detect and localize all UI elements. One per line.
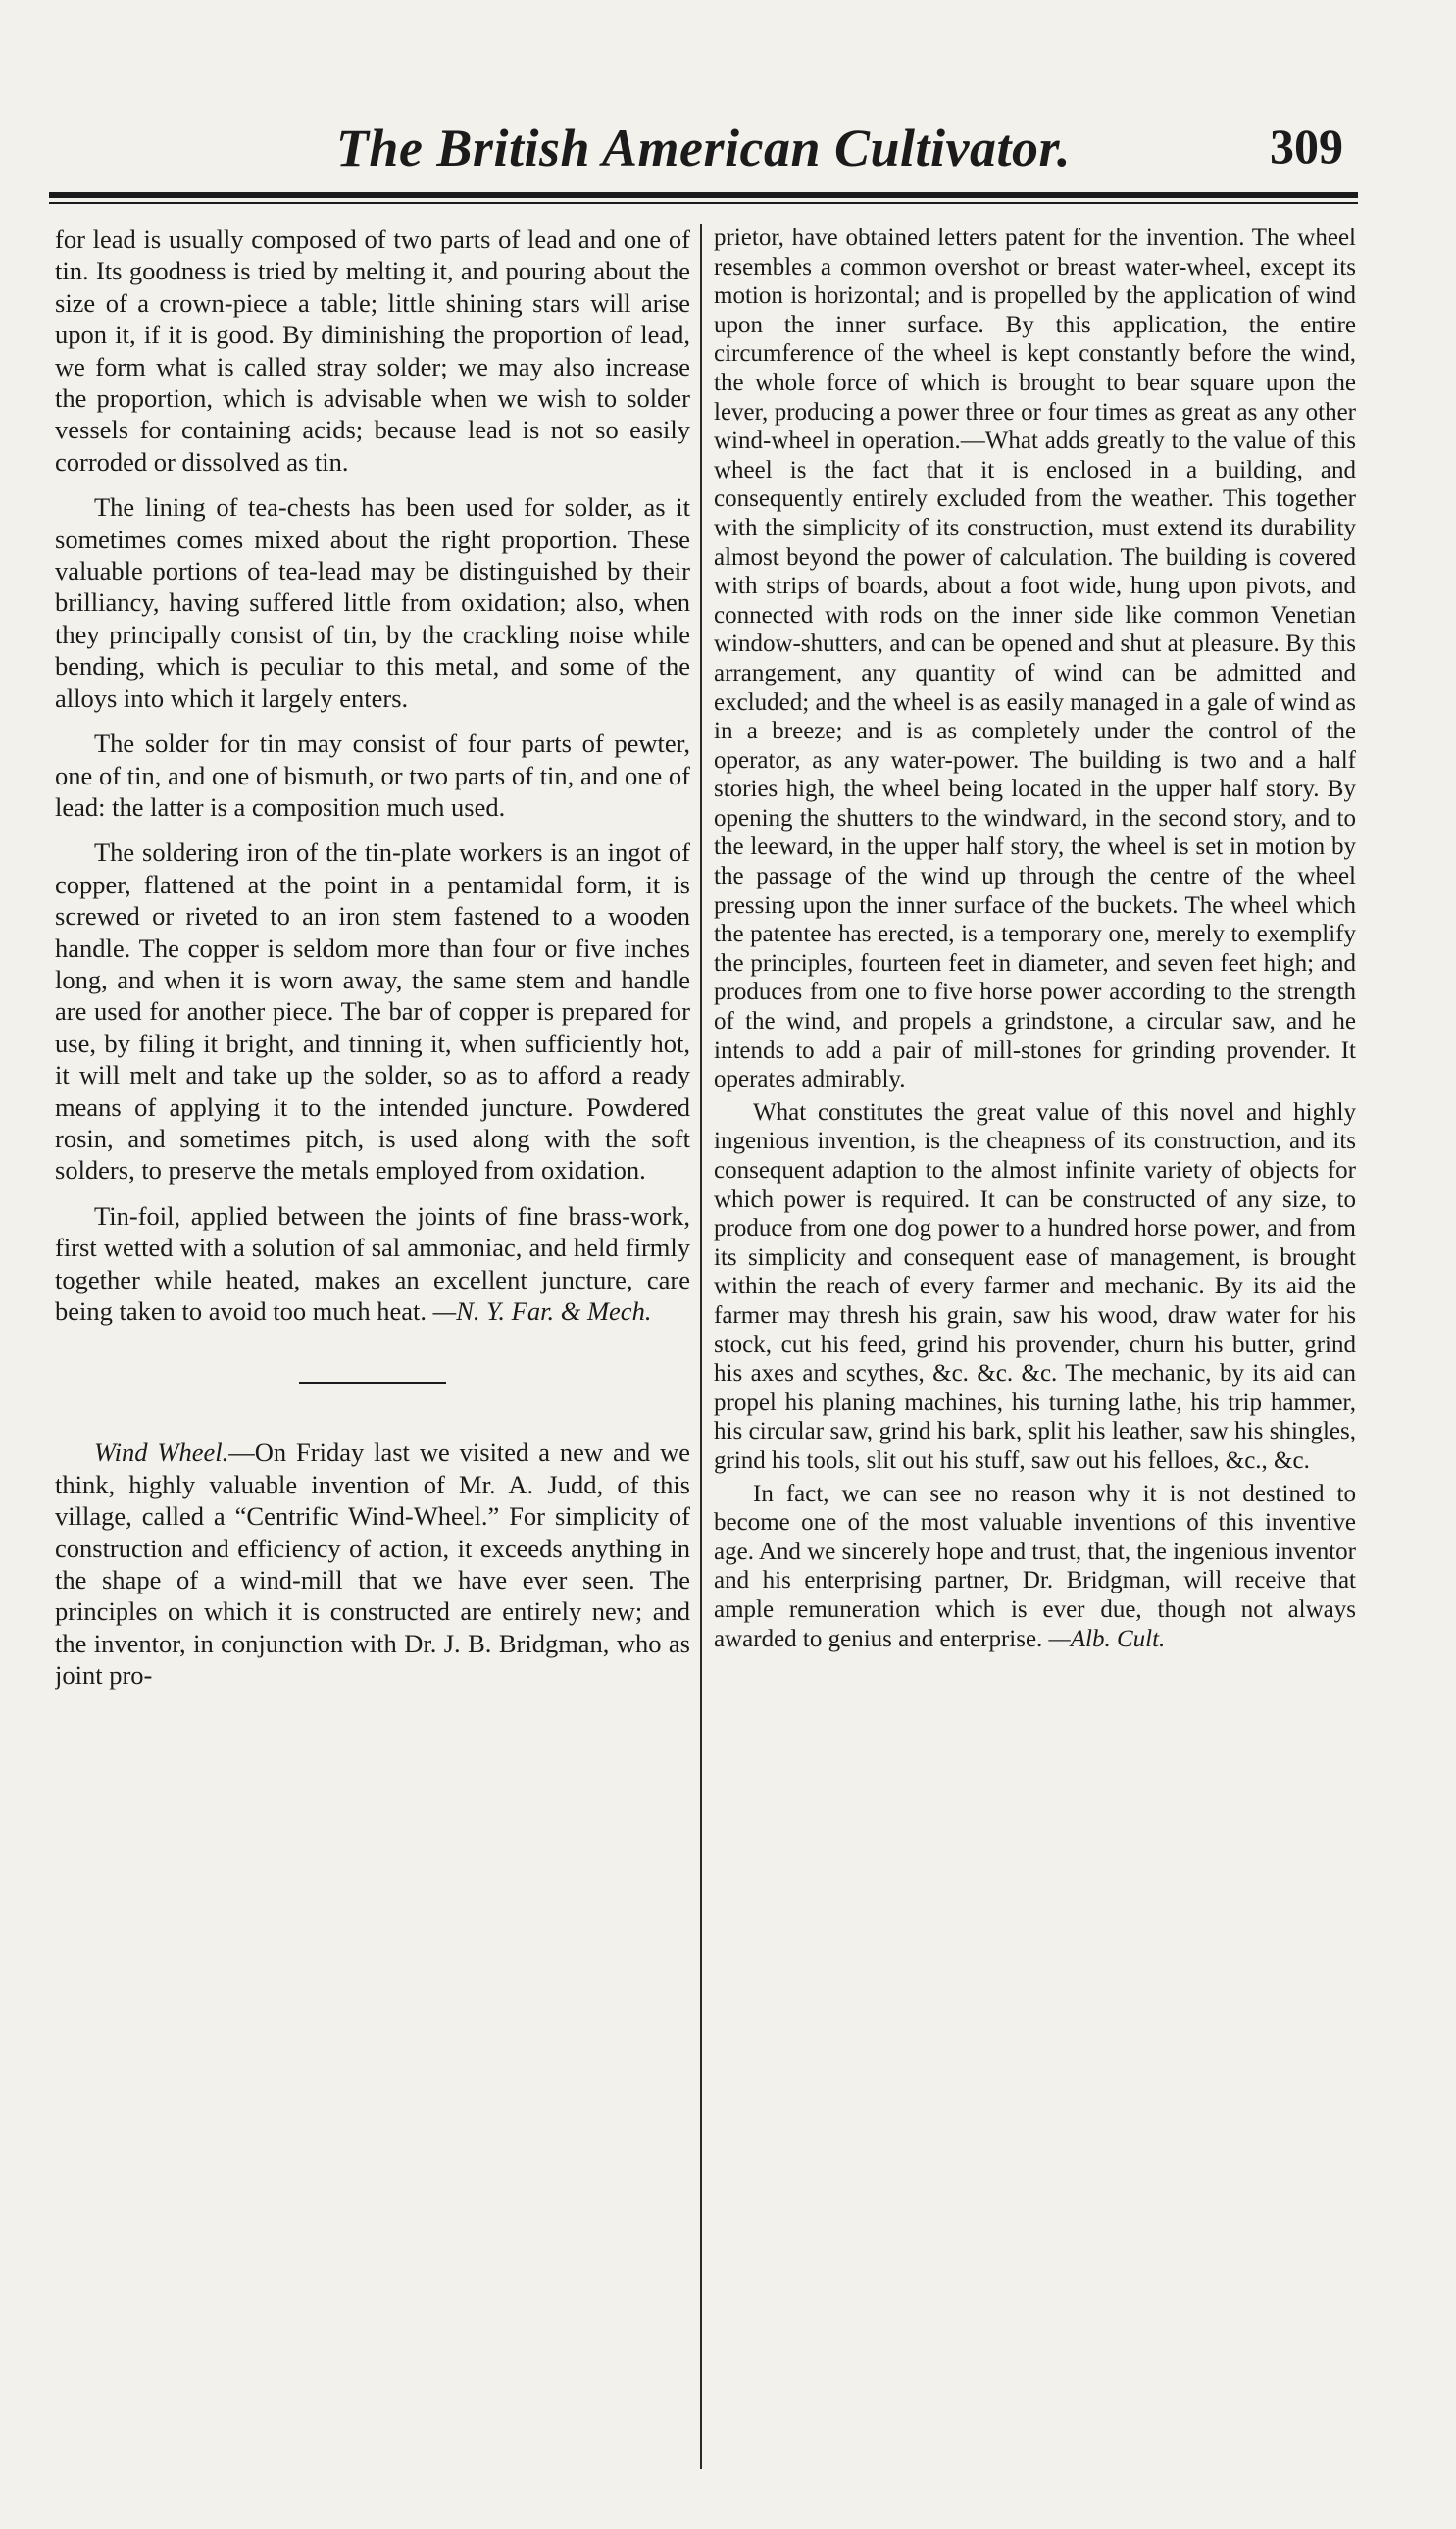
header-rule-thin	[49, 202, 1358, 204]
left-column	[55, 224, 690, 2469]
article-paragraph	[714, 1480, 1356, 1654]
right-column	[714, 224, 1356, 2469]
article-paragraph	[55, 1200, 690, 1328]
article-source: —N. Y. Far. & Mech.	[432, 1296, 652, 1326]
article-paragraph: What constitutes the great value of this novel and highly ingenious invention, is the cheapness of its construction, and its consequent adaption to the almost infinite variety of objects for which power is required. It can be constructed of any size, to produce from one dog power to a hundred horse power, and from its simplicity and consequent ease of management, is brought within the reach of every farmer and mechanic. By its aid the farmer may thresh his grain, saw his wood, draw water for his stock, cut his feed, grind his provender, churn his butter, grind his axes and scythes, &c. &c. &c. The mechanic, by its aid can propel his planing machines, his turning lathe, his trip hammer, his circular saw, grind his bark, split his leather, saw his shingles, grind his tools, slit out his stuff, saw out his felloes, &c., &c.	[714, 1098, 1356, 1474]
article-text: In fact, we can see no reason why it is not destined to become one of the most valuable inventions of this inventive age. And we sincerely hope and trust, that, the ingenious inventor and his enterprising partner, Dr. Bridgman, will receive that ample remuneration which is ever due, though not always awarded to genius and enterprise.	[714, 1480, 1356, 1652]
article-source: —Alb. Cult.	[1048, 1625, 1166, 1652]
header-rule-thick	[49, 192, 1358, 198]
article-title: Wind Wheel.	[94, 1438, 229, 1468]
article-text: Tin-foil, applied between the joints of fine brass-work, first wetted with a solution of sal ammoniac, and held firmly together while heated, makes an excellent juncture, care being taken to avoid too much heat.	[55, 1200, 690, 1326]
section-divider	[299, 1382, 446, 1384]
article-text: —On Friday last we visited a new and we think, highly valuable invention of Mr. A. Judd, of this village, called a “Centrific Wind-Wheel.” For simplicity of construction and efficiency of action, it exceeds anything in the shape of a wind-mill that we have ever seen. The principles on which it is constructed are entirely new; and the inventor, in conjunction with Dr. J. B. Bridgman, who as joint pro-	[55, 1438, 690, 1691]
article-paragraph: The solder for tin may consist of four parts of pewter, one of tin, and one of bismuth, or two parts of tin, and one of lead: the latter is a composition much used.	[55, 729, 690, 822]
article-paragraph: prietor, have obtained letters patent for the invention. The wheel resembles a common overshot or breast water-wheel, except its motion is horizontal; and is propelled by the application of wind upon the inner surface. By this application, the entire circumference of the wheel is kept constantly before the wind, the whole force of which is brought to bear square upon the lever, producing a power three or four times as great as any other wind-wheel in operation.—What adds greatly to the value of this wheel is the fact that it is enclosed in a building, and consequently entirely excluded from the weather. This together with the simplicity of its construction, must extend its durability almost beyond the power of calculation. The building is covered with strips of boards, about a foot wide, hung upon pivots, and connected with rods on the inner side like common Venetian window-shutters, and can be opened and shut at pleasure. By this arrangement, any quantity of wind can be admitted and excluded; and the wheel is as easily managed in a gale of wind as in a breeze; and is as completely under the control of the operator, as any water-power. The building is two and a half stories high, the wheel being located in the upper half story. By opening the shutters to the windward, in the second story, and to the leeward, in the upper half story, the wheel is set in motion by the passage of the wind up through the centre of the wheel pressing upon the inner surface of the buckets. The wheel which the patentee has erected, is a temporary one, merely to exemplify the principles, fourteen feet in diameter, and seven feet high; and produces from one to five horse power according to the strength of the wind, and propels a grindstone, a circular saw, and he intends to add a pair of mill-stones for grinding provender. It operates admirably.	[714, 225, 1356, 1093]
page-number: 309	[1270, 119, 1343, 174]
article-paragraph	[55, 1437, 690, 1691]
article-paragraph: The lining of tea-chests has been used for solder, as it sometimes comes mixed about the right proportion. These valuable portions of tea-lead may be distinguished by their brilliancy, having suffered little from oxidation; also, when they principally consist of tin, by the crackling noise while bending, which is peculiar to this metal, and some of the alloys into which it largely enters.	[55, 492, 690, 713]
article-paragraph: for lead is usually composed of two parts of lead and one of tin. Its goodness is tried by melting it, and pouring about the size of a crown-piece a table; little shining stars will arise upon it, if it is good. By diminishing the proportion of lead, we form what is called stray solder; we may also increase the proportion, which is advisable when we wish to solder vessels for containing acids; because lead is not so easily corroded or dissolved as tin.	[55, 225, 690, 477]
column-divider	[700, 224, 702, 2469]
page-header	[49, 110, 1358, 188]
article-paragraph: The soldering iron of the tin-plate workers is an ingot of copper, flattened at the point in a pentamidal form, it is screwed or riveted to an iron stem fastened to a wooden handle. The copper is seldom more than four or five inches long, and when it is worn away, the same stem and handle are used for another piece. The bar of copper is prepared for use, by filing it bright, and tinning it, when sufficiently hot, it will melt and take up the solder, so as to afford a ready means of applying it to the intended juncture. Powdered rosin, and sometimes pitch, is used along with the soft solders, to preserve the metals employed from oxidation.	[55, 837, 690, 1186]
running-title: The British American Cultivator.	[335, 119, 1072, 177]
